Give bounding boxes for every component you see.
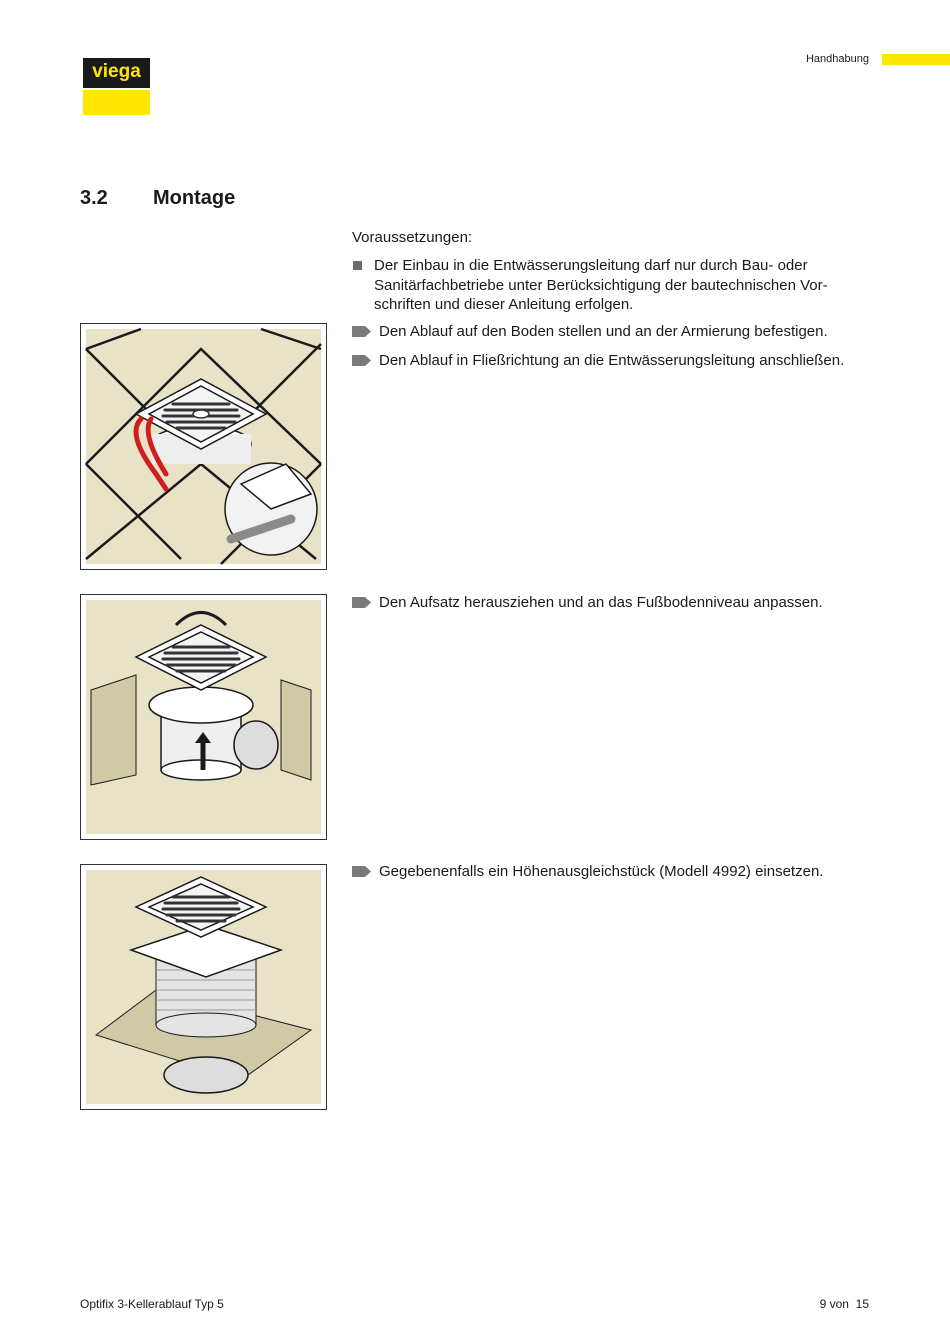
page-total: 15 [855, 1297, 869, 1311]
step-item [352, 351, 872, 371]
step-arrow-icon [352, 326, 371, 337]
step-text: Den Aufsatz herausziehen und an das Fußbodenniveau anpassen. [379, 594, 823, 611]
prerequisite-item [352, 256, 872, 315]
step-text: Den Ablauf in Fließrichtung an die Entwässerungsleitung anschließen. [379, 352, 845, 369]
step-text: Den Ablauf auf den Boden stellen und an der Armierung befestigen. [379, 323, 828, 340]
step-text: Gegebenenfalls ein Höhenausgleichstück (Modell 4992) einsetzen. [379, 863, 824, 880]
logo-wordmark: viega [83, 58, 150, 88]
step-item [352, 322, 872, 342]
header-accent-bar [882, 54, 950, 65]
square-bullet-icon [353, 261, 362, 270]
logo-yellow-block [83, 90, 150, 115]
page-current: 9 [819, 1297, 827, 1311]
step-arrow-icon [352, 597, 371, 608]
prerequisite-text: Der Einbau in die Entwässerungsleitung darf nur durch Bau- oder Sanitärfachbetriebe unter Berücksichtigung der bautechnischen Vor-schriften und dieser Anleitung erfolgen. [374, 257, 828, 313]
step-arrow-icon [352, 866, 371, 877]
header-section-label: Handhabung [805, 53, 869, 65]
step-item [352, 593, 872, 613]
page-separator: von [829, 1297, 849, 1311]
viega-logo [83, 58, 150, 115]
footer-page-number [820, 1297, 869, 1311]
illustration-mesh-mounting [80, 323, 327, 570]
section-title: Montage [153, 187, 236, 209]
illustration-extension-piece [80, 864, 327, 1110]
illustration-height-adjustment [80, 594, 327, 840]
prerequisites-label: Voraussetzungen: [352, 229, 473, 246]
step-arrow-icon [352, 355, 371, 366]
footer-document-title: Optifix 3-Kellerablauf Typ 5 [80, 1297, 224, 1311]
section-number: 3.2 [80, 187, 108, 209]
step-item [352, 862, 872, 882]
